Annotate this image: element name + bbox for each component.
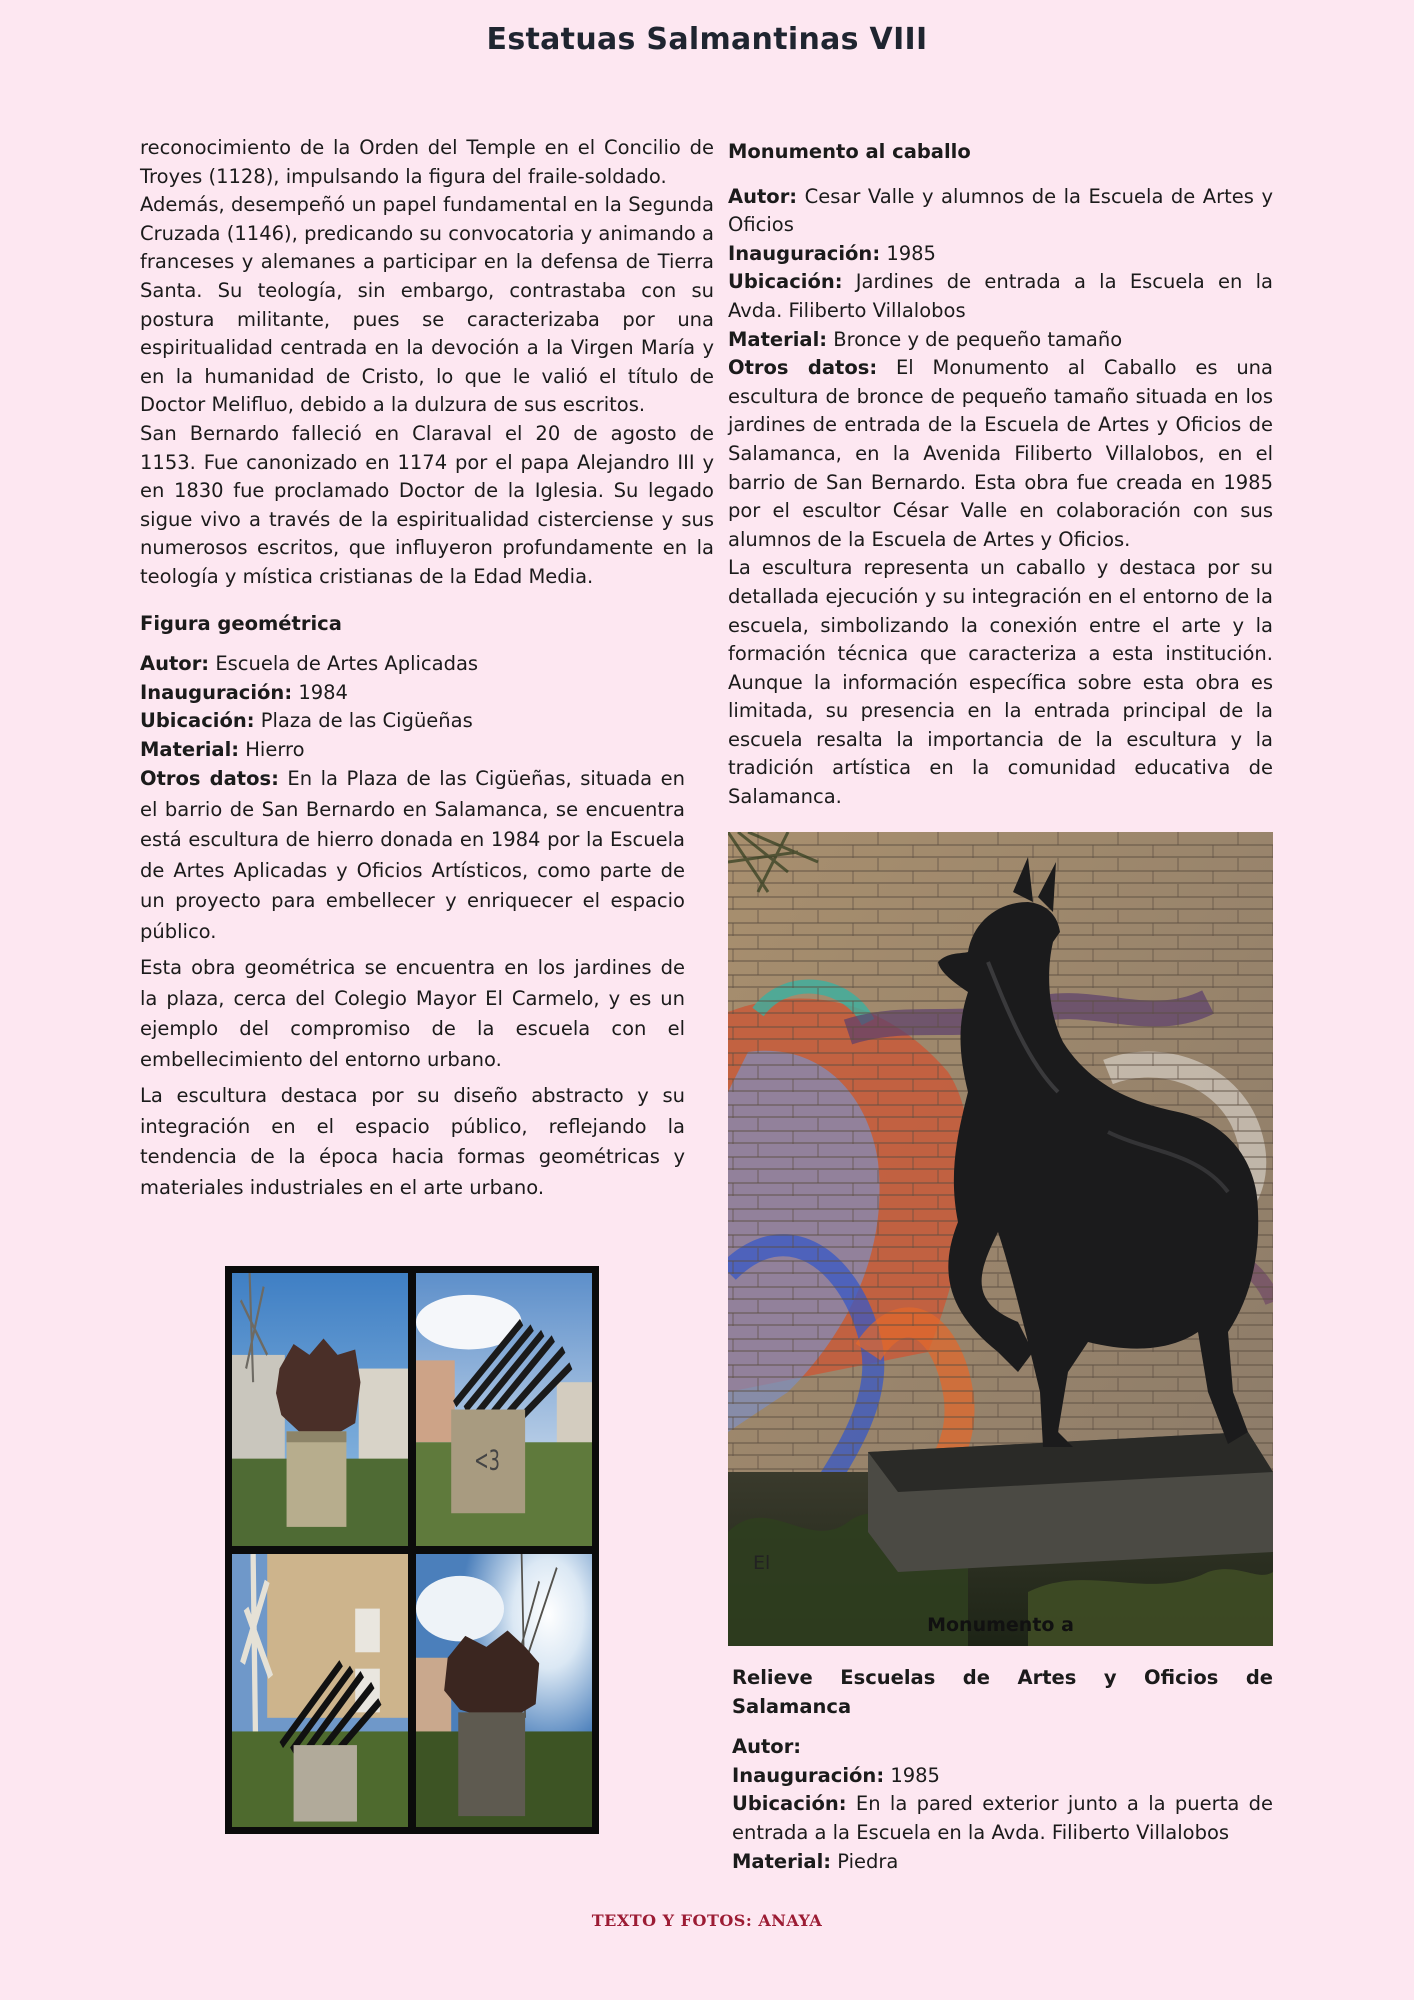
caballo-otros: Otros datos: El Monumento al Caballo es una escultura de bronce de pequeño tamaño situada en los jardines de entrada de la Escuela de Artes y Oficios de Salamanca, en la Avenida Filiberto Villalobos, en el barrio de San Bernardo. Esta obra fue creada en 1985 por el escultor César Valle en colaboración con sus alumnos de la Escuela de Artes y Oficios. [728, 356, 1273, 551]
right-column [728, 138, 1273, 812]
figura-otros: Otros datos: En la Plaza de las Cigüeñas, situada en el barrio de San Bernardo en Salamanca, se encuentra está escultura de hierro donada en 1984 por la Escuela de Artes Aplicadas y Oficios Artísticos, como parte de un proyecto para embellecer y enriquecer el espacio público. [140, 767, 685, 943]
collage-photo-1 [232, 1273, 408, 1546]
photo-caption-fragment-2: Monumento a [927, 1614, 1074, 1636]
collage-photo-4 [416, 1554, 592, 1827]
relieve-material: Material: Piedra [732, 1849, 899, 1873]
figura-inauguracion: Inauguración: 1984 [140, 680, 348, 704]
intro-paragraph-3: San Bernardo falleció en Claraval el 20 de agosto de 1153. Fue canonizado en 1174 por el papa Alejandro III y en 1830 fue proclamado Doctor de la Iglesia. Su legado sigue vivo a través de la espiritualidad cisterciense y sus numerosos escritos, que influyeron profundamente en la teología y mística cristianas de la Edad Media. [140, 421, 714, 588]
caballo-paragraph: La escultura representa un caballo y destaca por su detallada ejecución y su integración en el entorno de la escuela, simbolizando la conexión entre el arte y la formación técnica que caracteriza a esta institución. Aunque la información específica sobre esta obra es limitada, su presencia en la entrada principal de la escuela resalta la importancia de la escultura y la tradición artística en la comunidad educativa de Salamanca. [728, 556, 1273, 809]
figura-material: Material: Hierro [140, 737, 305, 761]
caballo-material: Material: Bronce y de pequeño tamaño [728, 327, 1123, 351]
relieve-inauguracion: Inauguración: 1985 [732, 1763, 940, 1787]
caballo-ubicacion: Ubicación: Jardines de entrada a la Escuela en la Avda. Filiberto Villalobos [728, 270, 1273, 322]
figura-paragraph-2: La escultura destaca por su diseño abstracto y su integración en el espacio público, reflejando la tendencia de la época hacia formas geométricas y materiales industriales en el arte urbano. [140, 1084, 685, 1199]
relieve-ubicacion: Ubicación: En la pared exterior junto a la puerta de entrada a la Escuela en la Avda. Filiberto Villalobos [732, 1792, 1273, 1844]
figura-ubicacion: Ubicación: Plaza de las Cigüeñas [140, 709, 473, 733]
section-title-figura: Figura geométrica [140, 611, 342, 635]
svg-text:<3: <3 [474, 1445, 501, 1477]
figura-autor: Autor: Escuela de Artes Aplicadas [140, 652, 479, 676]
collage-photo-2 [416, 1273, 592, 1546]
figura-details [140, 650, 685, 1203]
page-title: Estatuas Salmantinas VIII [486, 22, 928, 57]
figura-paragraph-1: Esta obra geométrica se encuentra en los jardines de la plaza, cerca del Colegio Mayor El Carmelo, y es un ejemplo del compromiso de la escuela con el embellecimiento del entorno urbano. [140, 956, 685, 1071]
intro-paragraph-1: reconocimiento de la Orden del Temple en el Concilio de Troyes (1128), impulsando la figura del fraile-soldado. [140, 136, 714, 188]
figura-geometrica-photo-collage [225, 1266, 599, 1834]
left-column [140, 134, 714, 1203]
section-title-relieve: Relieve Escuelas de Artes y Oficios de Salamanca [732, 1666, 1273, 1718]
section-title-caballo: Monumento al caballo [728, 140, 971, 163]
relieve-autor: Autor: [732, 1735, 802, 1759]
monumento-caballo-photo [728, 832, 1273, 1646]
collage-photo-3 [232, 1554, 408, 1827]
caballo-autor: Autor: Cesar Valle y alumnos de la Escuela de Artes y Oficios [728, 184, 1273, 237]
relieve-section [732, 1664, 1273, 1876]
intro-paragraph-2: Además, desempeñó un papel fundamental en la Segunda Cruzada (1146), predicando su convocatoria y animando a franceses y alemanes a participar en la defensa de Tierra Santa. Su teología, sin embargo, contrastaba con su postura militante, pues se caracterizaba por una espiritualidad centrada en la devoción a la Virgen María y en la humanidad de Cristo, lo que le valió el título de Doctor Melifluo, debido a la dulzura de sus escritos. [140, 193, 714, 417]
footer-credit: TEXTO Y FOTOS: ANAYA [591, 1911, 823, 1930]
caballo-inauguracion: Inauguración: 1985 [728, 241, 936, 265]
photo-caption-fragment-1: El [753, 1552, 771, 1574]
